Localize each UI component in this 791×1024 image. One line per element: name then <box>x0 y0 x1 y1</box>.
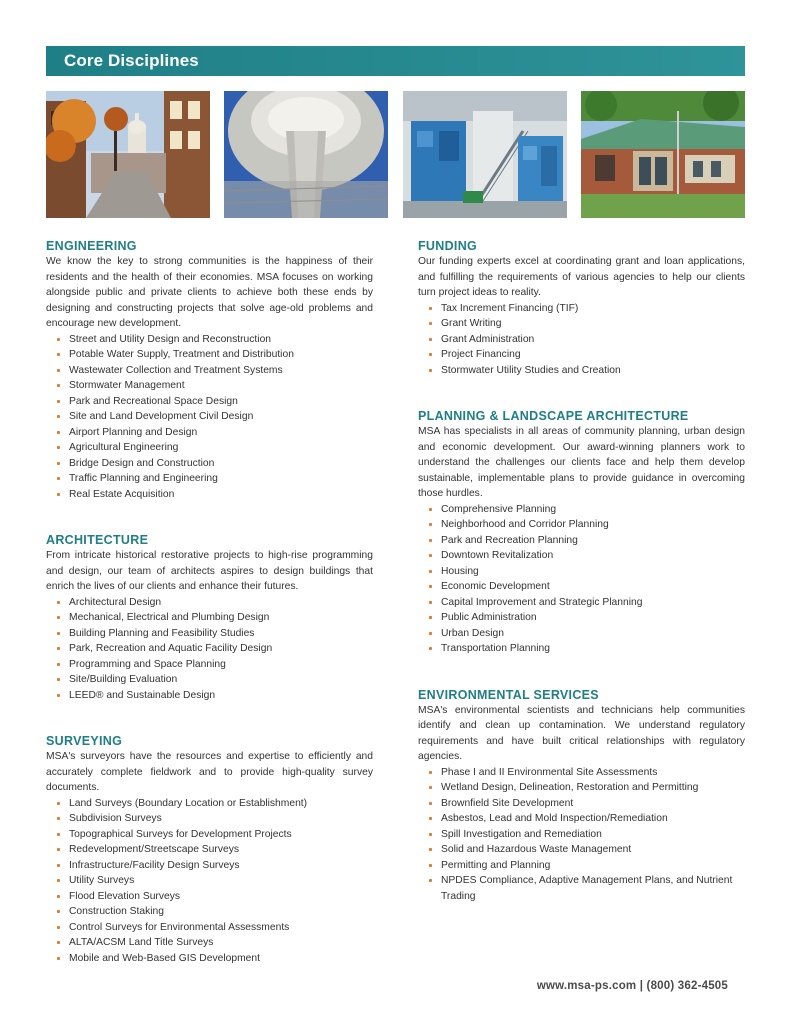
bullet-icon <box>429 539 432 542</box>
bullet-icon <box>429 601 432 604</box>
bullet-icon <box>429 554 432 557</box>
bullet-icon <box>429 307 432 310</box>
environmental-description: MSA's environmental scientists and technicians help communities identify and clean up contamination. We understand regulatory requirements and have built critical relationships with regulatory agencies. <box>418 704 745 762</box>
architecture-section <box>46 532 373 703</box>
list-item: Wetland Design, Delineation, Restoration and Permitting <box>428 780 745 796</box>
engineering-section <box>46 238 373 502</box>
bullet-icon <box>57 817 60 820</box>
list-item: Capital Improvement and Strategic Planning <box>428 595 745 611</box>
list-item: Grant Administration <box>428 332 745 348</box>
list-item: Phase I and II Environmental Site Assessments <box>428 765 745 781</box>
bullet-icon <box>57 848 60 851</box>
list-item: Flood Elevation Surveys <box>56 889 373 905</box>
bullet-icon <box>57 616 60 619</box>
list-item: Public Administration <box>428 610 745 626</box>
bullet-icon <box>429 585 432 588</box>
section-banner <box>46 46 745 76</box>
list-item: Construction Staking <box>56 904 373 920</box>
list-item: ALTA/ACSM Land Title Surveys <box>56 935 373 951</box>
bullet-icon <box>57 353 60 356</box>
bullet-icon <box>429 616 432 619</box>
funding-list <box>418 301 745 379</box>
surveying-list <box>46 796 373 967</box>
bullet-icon <box>57 446 60 449</box>
bullet-icon <box>429 771 432 774</box>
bullet-icon <box>57 926 60 929</box>
bullet-icon <box>429 802 432 805</box>
list-item: Bridge Design and Construction <box>56 456 373 472</box>
list-item: Urban Design <box>428 626 745 642</box>
funding-section <box>418 238 745 378</box>
bullet-icon <box>429 508 432 511</box>
bullet-icon <box>429 369 432 372</box>
architecture-heading: ARCHITECTURE <box>46 533 149 547</box>
list-item: Infrastructure/Facility Design Surveys <box>56 858 373 874</box>
funding-heading: FUNDING <box>418 239 478 253</box>
list-item: Brownfield Site Development <box>428 796 745 812</box>
bullet-icon <box>57 647 60 650</box>
engineering-description: We know the key to strong communities is the happiness of their residents and the health of their economies. MSA focuses on working alongside public and private clients to achieve both these ends by designing and constructing projects that solve age-old problems and encourage new development. <box>46 256 373 329</box>
water-tower-interior-photo <box>224 91 388 218</box>
list-item: Subdivision Surveys <box>56 811 373 827</box>
bullet-icon <box>57 338 60 341</box>
bullet-icon <box>429 848 432 851</box>
bullet-icon <box>429 570 432 573</box>
architecture-list <box>46 595 373 704</box>
list-item: Spill Investigation and Remediation <box>428 827 745 843</box>
bullet-icon <box>429 353 432 356</box>
bullet-icon <box>429 786 432 789</box>
list-item: Building Planning and Feasibility Studies <box>56 626 373 642</box>
funding-description: Our funding experts excel at coordinating grant and loan applications, and fulfilling the requirements of various agencies to help our clients turn project ideas to reality. <box>418 256 745 298</box>
list-item: Asbestos, Lead and Mold Inspection/Remediation <box>428 811 745 827</box>
bullet-icon <box>57 369 60 372</box>
list-item: Potable Water Supply, Treatment and Distribution <box>56 347 373 363</box>
environmental-heading: ENVIRONMENTAL SERVICES <box>418 687 599 702</box>
list-item: Agricultural Engineering <box>56 440 373 456</box>
environmental-list <box>418 765 745 905</box>
list-item: Mobile and Web-Based GIS Development <box>56 951 373 967</box>
bullet-icon <box>429 523 432 526</box>
list-item: Control Surveys for Environmental Assessments <box>56 920 373 936</box>
list-item: Neighborhood and Corridor Planning <box>428 517 745 533</box>
bullet-icon <box>57 678 60 681</box>
planning-section <box>418 408 745 657</box>
bullet-icon <box>57 879 60 882</box>
bullet-icon <box>57 957 60 960</box>
list-item: Park and Recreation Planning <box>428 533 745 549</box>
bullet-icon <box>57 415 60 418</box>
list-item: Mechanical, Electrical and Plumbing Design <box>56 610 373 626</box>
list-item: Real Estate Acquisition <box>56 487 373 503</box>
bullet-icon <box>57 384 60 387</box>
list-item: Airport Planning and Design <box>56 425 373 441</box>
bullet-icon <box>57 802 60 805</box>
building-exterior-photo <box>581 91 745 218</box>
environmental-section <box>418 687 745 905</box>
list-item: Solid and Hazardous Waste Management <box>428 842 745 858</box>
footer-contact: www.msa-ps.com | (800) 362-4505 <box>536 980 728 992</box>
list-item: Housing <box>428 564 745 580</box>
list-item: Redevelopment/Streetscape Surveys <box>56 842 373 858</box>
planning-list <box>418 502 745 657</box>
list-item: Economic Development <box>428 579 745 595</box>
bullet-icon <box>57 462 60 465</box>
page-title: Core Disciplines <box>64 51 199 70</box>
bullet-icon <box>57 601 60 604</box>
list-item: Stormwater Utility Studies and Creation <box>428 363 745 379</box>
list-item: Programming and Space Planning <box>56 657 373 673</box>
bullet-icon <box>429 322 432 325</box>
photo-strip <box>46 91 745 218</box>
bullet-icon <box>57 864 60 867</box>
list-item: NPDES Compliance, Adaptive Management Plans, and Nutrient Trading <box>428 873 745 904</box>
list-item: LEED® and Sustainable Design <box>56 688 373 704</box>
bullet-icon <box>57 833 60 836</box>
bullet-icon <box>57 493 60 496</box>
list-item: Traffic Planning and Engineering <box>56 471 373 487</box>
bullet-icon <box>429 817 432 820</box>
bullet-icon <box>57 910 60 913</box>
bullet-icon <box>429 833 432 836</box>
list-item: Topographical Surveys for Development Projects <box>56 827 373 843</box>
list-item: Grant Writing <box>428 316 745 332</box>
bullet-icon <box>429 647 432 650</box>
list-item: Tax Increment Financing (TIF) <box>428 301 745 317</box>
list-item: Park and Recreational Space Design <box>56 394 373 410</box>
engineering-list <box>46 332 373 503</box>
bullet-icon <box>57 941 60 944</box>
bullet-icon <box>57 663 60 666</box>
list-item: Stormwater Management <box>56 378 373 394</box>
bullet-icon <box>57 895 60 898</box>
list-item: Utility Surveys <box>56 873 373 889</box>
list-item: Project Financing <box>428 347 745 363</box>
bullet-icon <box>429 338 432 341</box>
bullet-icon <box>429 879 432 882</box>
planning-heading: PLANNING & LANDSCAPE ARCHITECTURE <box>418 409 689 423</box>
treatment-plant-photo <box>403 91 567 218</box>
bullet-icon <box>57 400 60 403</box>
surveying-heading: SURVEYING <box>46 734 123 748</box>
list-item: Park, Recreation and Aquatic Facility Design <box>56 641 373 657</box>
bullet-icon <box>429 632 432 635</box>
list-item: Wastewater Collection and Treatment Systems <box>56 363 373 379</box>
list-item: Site and Land Development Civil Design <box>56 409 373 425</box>
surveying-section <box>46 733 373 966</box>
bullet-icon <box>57 477 60 480</box>
list-item: Architectural Design <box>56 595 373 611</box>
left-column <box>46 238 373 966</box>
list-item: Permitting and Planning <box>428 858 745 874</box>
list-item: Site/Building Evaluation <box>56 672 373 688</box>
list-item: Land Surveys (Boundary Location or Establishment) <box>56 796 373 812</box>
architecture-description: From intricate historical restorative projects to high-rise programming and design, our team of architects aspires to design buildings that enrich the lives of our clients and enhance their futures. <box>46 550 373 592</box>
bullet-icon <box>57 431 60 434</box>
surveying-description: MSA's surveyors have the resources and expertise to efficiently and accurately complete fieldwork and to provide high-quality survey documents. <box>46 751 373 793</box>
city-street-photo <box>46 91 210 218</box>
list-item: Street and Utility Design and Reconstruction <box>56 332 373 348</box>
list-item: Transportation Planning <box>428 641 745 657</box>
bullet-icon <box>57 694 60 697</box>
bullet-icon <box>57 632 60 635</box>
right-column <box>418 238 745 904</box>
list-item: Comprehensive Planning <box>428 502 745 518</box>
bullet-icon <box>429 864 432 867</box>
planning-description: MSA has specialists in all areas of community planning, urban design and economic development. Our award-winning planners work to understand the challenges our clients face and help them develop sustainable, implementable plans to provide guidance in overcoming those hurdles. <box>418 426 745 499</box>
engineering-heading: ENGINEERING <box>46 239 137 253</box>
list-item: Downtown Revitalization <box>428 548 745 564</box>
